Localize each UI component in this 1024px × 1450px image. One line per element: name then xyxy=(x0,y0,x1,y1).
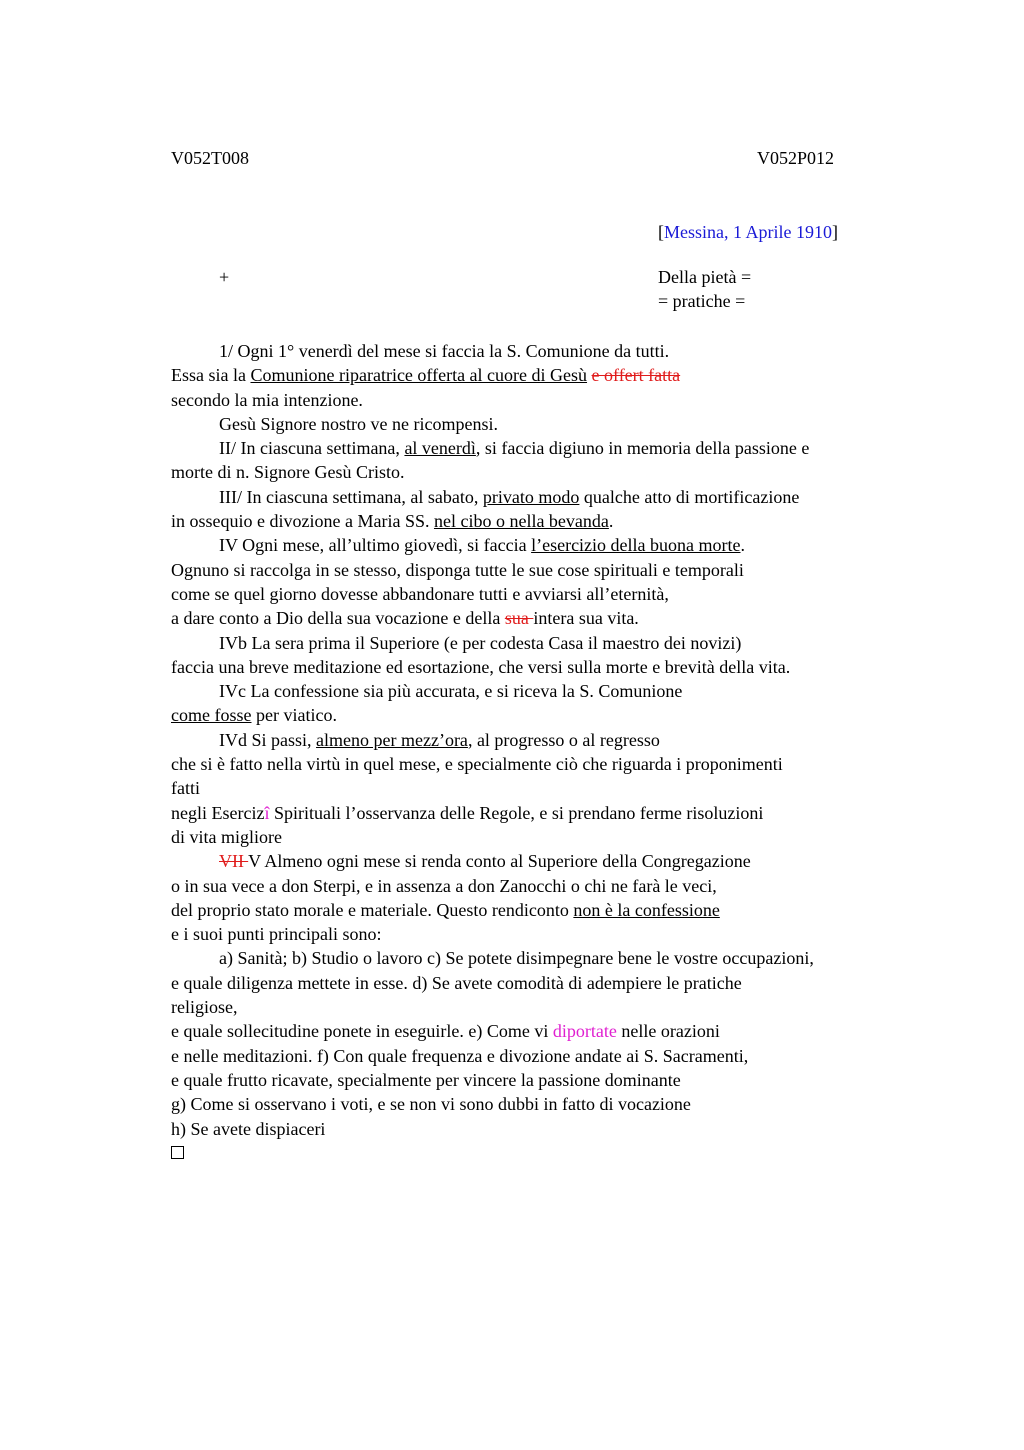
text-segment: Ognuno si raccolga in se stesso, disponga tutte le sue cose spirituali e temporali xyxy=(171,559,744,580)
text-segment: IVc La confessione sia più accurata, e si riceva la S. Comunione xyxy=(219,681,683,702)
text-segment: diportate xyxy=(552,1021,617,1042)
text-segment: , si faccia digiuno in memoria della passione e xyxy=(475,438,810,459)
text-segment: fatti xyxy=(171,778,200,799)
text-line xyxy=(171,533,911,557)
text-segment: nel cibo o nella bevanda xyxy=(433,511,609,532)
cross-mark: + xyxy=(219,267,230,287)
text-line xyxy=(171,606,911,630)
text-line xyxy=(171,995,911,1019)
date-bracket-open: [ xyxy=(658,222,664,242)
text-line xyxy=(171,776,911,800)
text-segment: 1/ Ogni 1° venerdì del mese si faccia la S. Comunione da tutti. xyxy=(219,341,670,361)
text-line xyxy=(171,946,911,970)
title-line-1: Della pietà = xyxy=(658,267,752,287)
text-segment: non è la confessione xyxy=(573,899,720,920)
text-segment: secondo la mia intenzione. xyxy=(171,389,363,410)
text-segment: faccia una breve meditazione ed esortazione, che versi sulla morte e brevità della vita. xyxy=(171,656,791,677)
text-segment: l’esercizio della buona morte xyxy=(531,535,741,556)
text-segment: del proprio stato morale e materiale. Questo rendiconto xyxy=(171,899,574,920)
title-line-2: = pratiche = xyxy=(658,291,746,311)
text-line xyxy=(171,631,911,655)
text-segment: IV Ogni mese, all’ultimo giovedì, si faccia xyxy=(219,535,532,556)
text-line xyxy=(171,849,911,873)
text-line xyxy=(171,922,911,946)
text-segment: III/ In ciascuna settimana, al sabato, xyxy=(219,486,483,507)
text-segment: g) Come si osservano i voti, e se non vi sono dubbi in fatto di vocazione xyxy=(171,1094,691,1115)
text-segment: per viatico. xyxy=(251,705,337,726)
text-line xyxy=(171,1068,911,1092)
text-line xyxy=(171,898,911,922)
text-line xyxy=(171,703,911,727)
text-segment: al venerdì xyxy=(404,438,476,459)
text-segment: a) Sanità; b) Studio o lavoro c) Se potete disimpegnare bene le vostre occupazioni, xyxy=(219,948,814,969)
date-text: Messina, 1 Aprile 1910 xyxy=(664,222,832,242)
text-segment: e quale sollecitudine ponete in eseguirle. e) Come vi xyxy=(171,1021,553,1042)
text-line xyxy=(171,436,911,460)
text-line xyxy=(171,582,911,606)
text-segment: Essa sia la xyxy=(171,365,251,386)
text-line xyxy=(171,363,911,387)
text-line xyxy=(171,339,911,363)
text-segment: che si è fatto nella virtù in quel mese, e specialmente ciò che riguarda i proponimenti xyxy=(171,754,783,775)
text-line xyxy=(171,412,911,436)
letter-body xyxy=(171,339,911,1165)
text-line xyxy=(171,679,911,703)
text-line xyxy=(171,655,911,679)
text-segment: . xyxy=(608,511,614,532)
text-segment: morte di n. Signore Gesù Cristo. xyxy=(171,462,405,483)
text-segment: in ossequio e divozione a Maria SS. xyxy=(171,511,434,532)
text-line xyxy=(171,825,911,849)
text-segment: . xyxy=(740,535,746,556)
text-line xyxy=(171,1019,911,1043)
text-segment: come se quel giorno dovesse abbandonare tutti e avviarsi all’eternità, xyxy=(171,583,669,604)
text-segment: e quale frutto ricavate, specialmente per vincere la passione dominante xyxy=(171,1069,681,1090)
date-bracket-close: ] xyxy=(832,222,838,242)
text-line xyxy=(171,1117,911,1141)
text-line xyxy=(171,1092,911,1116)
text-segment: e offert fatta xyxy=(591,365,681,386)
text-segment: nelle orazioni xyxy=(616,1021,720,1042)
text-segment: VII xyxy=(219,851,249,872)
text-segment: Comunione riparatrice offerta al cuore di Gesù xyxy=(250,365,588,386)
text-segment: negli Esercizî xyxy=(171,802,270,823)
text-line xyxy=(171,388,911,412)
text-segment: e nelle meditazioni. f) Con quale frequenza e divozione andate ai S. Sacramenti, xyxy=(171,1045,749,1066)
text-line xyxy=(171,752,911,776)
text-segment: a dare conto a Dio della sua vocazione e della xyxy=(171,608,505,629)
text-segment: h) Se avete dispiaceri xyxy=(171,1118,326,1139)
text-segment: II/ In ciascuna settimana, xyxy=(219,438,405,459)
document-code-left: V052T008 xyxy=(171,148,249,168)
text-segment: di vita migliore xyxy=(171,826,282,847)
text-segment: , al progresso o al regresso xyxy=(467,729,660,750)
text-line xyxy=(171,485,911,509)
text-segment: privato modo xyxy=(482,486,580,507)
document-code-right: V052P012 xyxy=(757,148,835,168)
date-line xyxy=(658,221,838,243)
text-segment: intera sua vita. xyxy=(533,608,639,629)
text-line xyxy=(171,460,911,484)
text-segment: come fosse xyxy=(171,705,252,726)
text-segment: sua xyxy=(504,608,534,629)
text-segment: almeno per mezz’ora xyxy=(316,729,468,750)
text-line xyxy=(171,874,911,898)
square-icon xyxy=(171,1146,184,1159)
text-line xyxy=(171,509,911,533)
text-segment: Spirituali l’osservanza delle Regole, e si prendano ferme risoluzioni xyxy=(269,802,764,823)
end-box-mark xyxy=(171,1141,911,1165)
text-segment: religiose, xyxy=(171,997,238,1018)
text-segment: e i suoi punti principali sono: xyxy=(171,924,382,945)
text-segment: qualche atto di mortificazione xyxy=(579,486,800,507)
text-segment: e quale diligenza mettete in esse. d) Se avete comodità di adempiere le pratiche xyxy=(171,972,742,993)
text-segment: Gesù Signore nostro ve ne ricompensi. xyxy=(219,413,498,434)
text-line xyxy=(171,1044,911,1068)
text-segment: IVb La sera prima il Superiore (e per codesta Casa il maestro dei novizi) xyxy=(219,632,742,653)
text-segment: IVd Si passi, xyxy=(219,729,317,750)
text-segment: o in sua vece a don Sterpi, e in assenza a don Zanocchi o chi ne farà le veci, xyxy=(171,875,717,896)
text-segment: V Almeno ogni mese si renda conto al Superiore della Congregazione xyxy=(248,851,751,872)
text-line xyxy=(171,971,911,995)
text-line xyxy=(171,801,911,825)
text-line xyxy=(171,728,911,752)
text-line xyxy=(171,558,911,582)
